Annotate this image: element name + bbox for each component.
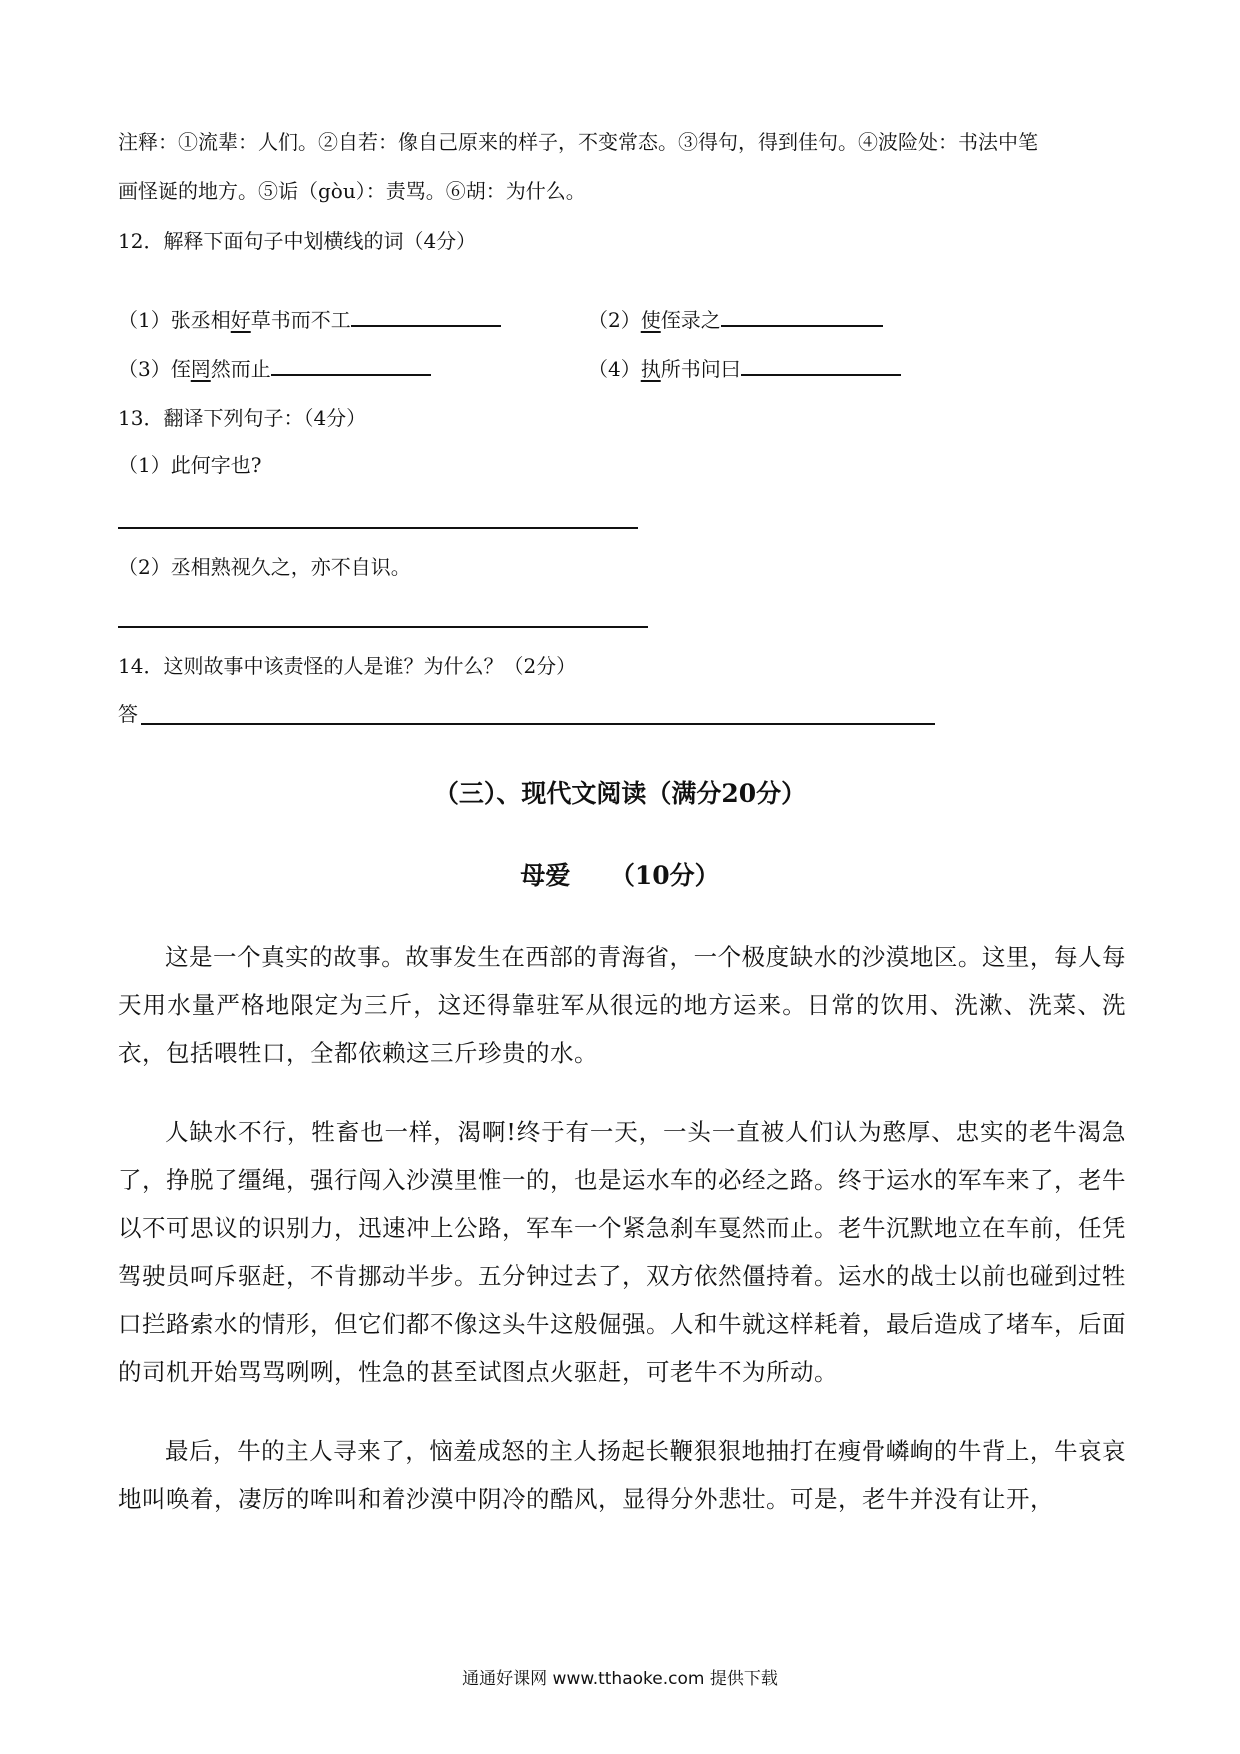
article-title-row xyxy=(0,860,1240,892)
q12-item-3-blank[interactable] xyxy=(271,354,431,376)
section-title: （三）、现代文阅读（满分20分） xyxy=(433,779,807,808)
q12-item-2-pre: （2） xyxy=(588,308,641,332)
q12-item-3-post: 然而止 xyxy=(210,357,271,381)
q12-item-4-post: 所书问曰 xyxy=(660,357,741,381)
q12-item-4-pre: （4） xyxy=(588,357,641,381)
article-score: （10分） xyxy=(609,861,720,890)
q12-item-1-post: 草书而不工 xyxy=(250,308,351,332)
q14-title: 14．这则故事中该责怪的人是谁？为什么？（2分） xyxy=(118,654,577,678)
q12-item-4-blank[interactable] xyxy=(741,354,901,376)
q12-item-2-post: 侄录之 xyxy=(660,308,721,332)
article-paragraph-2: 人缺水不行，牲畜也一样，渴啊!终于有一天，一头一直被人们认为憨厚、忠实的老牛渴急了，挣脱了缰绳，强行闯入沙漠里惟一的，也是运水车的必经之路。终于运水的军车来了，老牛以不可思议的识别力，迅速冲上公路，军车一个紧急刹车戛然而止。老牛沉默地立在车前，任凭驾驶员呵斥驱赶，不肯挪动半步。五分钟过去了，双方依然僵持着。运水的战士以前也碰到过牲口拦路索水的情形，但它们都不像这头牛这般倔强。人和牛就这样耗着，最后造成了堵车，后面的司机开始骂骂咧咧，性急的甚至试图点火驱赶，可老牛不为所动。 xyxy=(118,1118,1126,1386)
q13-title: 13．翻译下列句子：（4分） xyxy=(118,406,367,430)
q12-item-3 xyxy=(118,354,431,382)
q13-sentence-2: （2）丞相熟视久之，亦不自识。 xyxy=(118,555,411,579)
q13-sentence-1: （1）此何字也? xyxy=(118,453,262,477)
q12-item-2 xyxy=(588,305,883,333)
q14-answer-label: 答 xyxy=(118,702,138,726)
q12-item-3-word: 罔 xyxy=(190,357,211,381)
article-paragraph-3: 最后，牛的主人寻来了，恼羞成怒的主人扬起长鞭狠狠地抽打在瘦骨嶙峋的牛背上，牛哀哀地叫唤着，凄厉的哞叫和着沙漠中阴冷的酷风，显得分外悲壮。可是，老牛并没有让开， xyxy=(118,1437,1126,1513)
q12-item-4-word: 执 xyxy=(640,357,661,381)
q12-item-1-blank[interactable] xyxy=(351,305,501,327)
q14-answer-line[interactable] xyxy=(141,723,935,725)
q12-title: 12．解释下面句子中划横线的词（4分） xyxy=(118,229,477,253)
q12-item-2-blank[interactable] xyxy=(721,305,883,327)
q12-item-1 xyxy=(118,305,501,333)
q12-item-2-word: 使 xyxy=(640,308,661,332)
note-line-2: 画怪诞的地方。⑤诟（gòu）：责骂。⑥胡：为什么。 xyxy=(118,179,586,203)
q12-item-1-pre: （1）张丞相 xyxy=(118,308,231,332)
q12-item-4 xyxy=(588,354,901,382)
article-title: 母爱 xyxy=(520,861,571,890)
q12-item-1-word: 好 xyxy=(230,308,251,332)
article-paragraph-1: 这是一个真实的故事。故事发生在西部的青海省，一个极度缺水的沙漠地区。这里，每人每天用水量严格地限定为三斤，这还得靠驻军从很远的地方运来。日常的饮用、洗漱、洗菜、洗衣，包括喂牲口，全都依赖这三斤珍贵的水。 xyxy=(118,943,1126,1067)
note-line-1: 注释：①流辈：人们。②自若：像自己原来的样子，不变常态。③得句，得到佳句。④波险处：书法中笔 xyxy=(118,130,1038,154)
q13-answer-line-1[interactable] xyxy=(118,527,638,529)
page-footer: 通通好课网 www.tthaoke.com 提供下载 xyxy=(462,1669,778,1689)
q12-item-3-pre: （3）侄 xyxy=(118,357,191,381)
q13-answer-line-2[interactable] xyxy=(118,626,648,628)
